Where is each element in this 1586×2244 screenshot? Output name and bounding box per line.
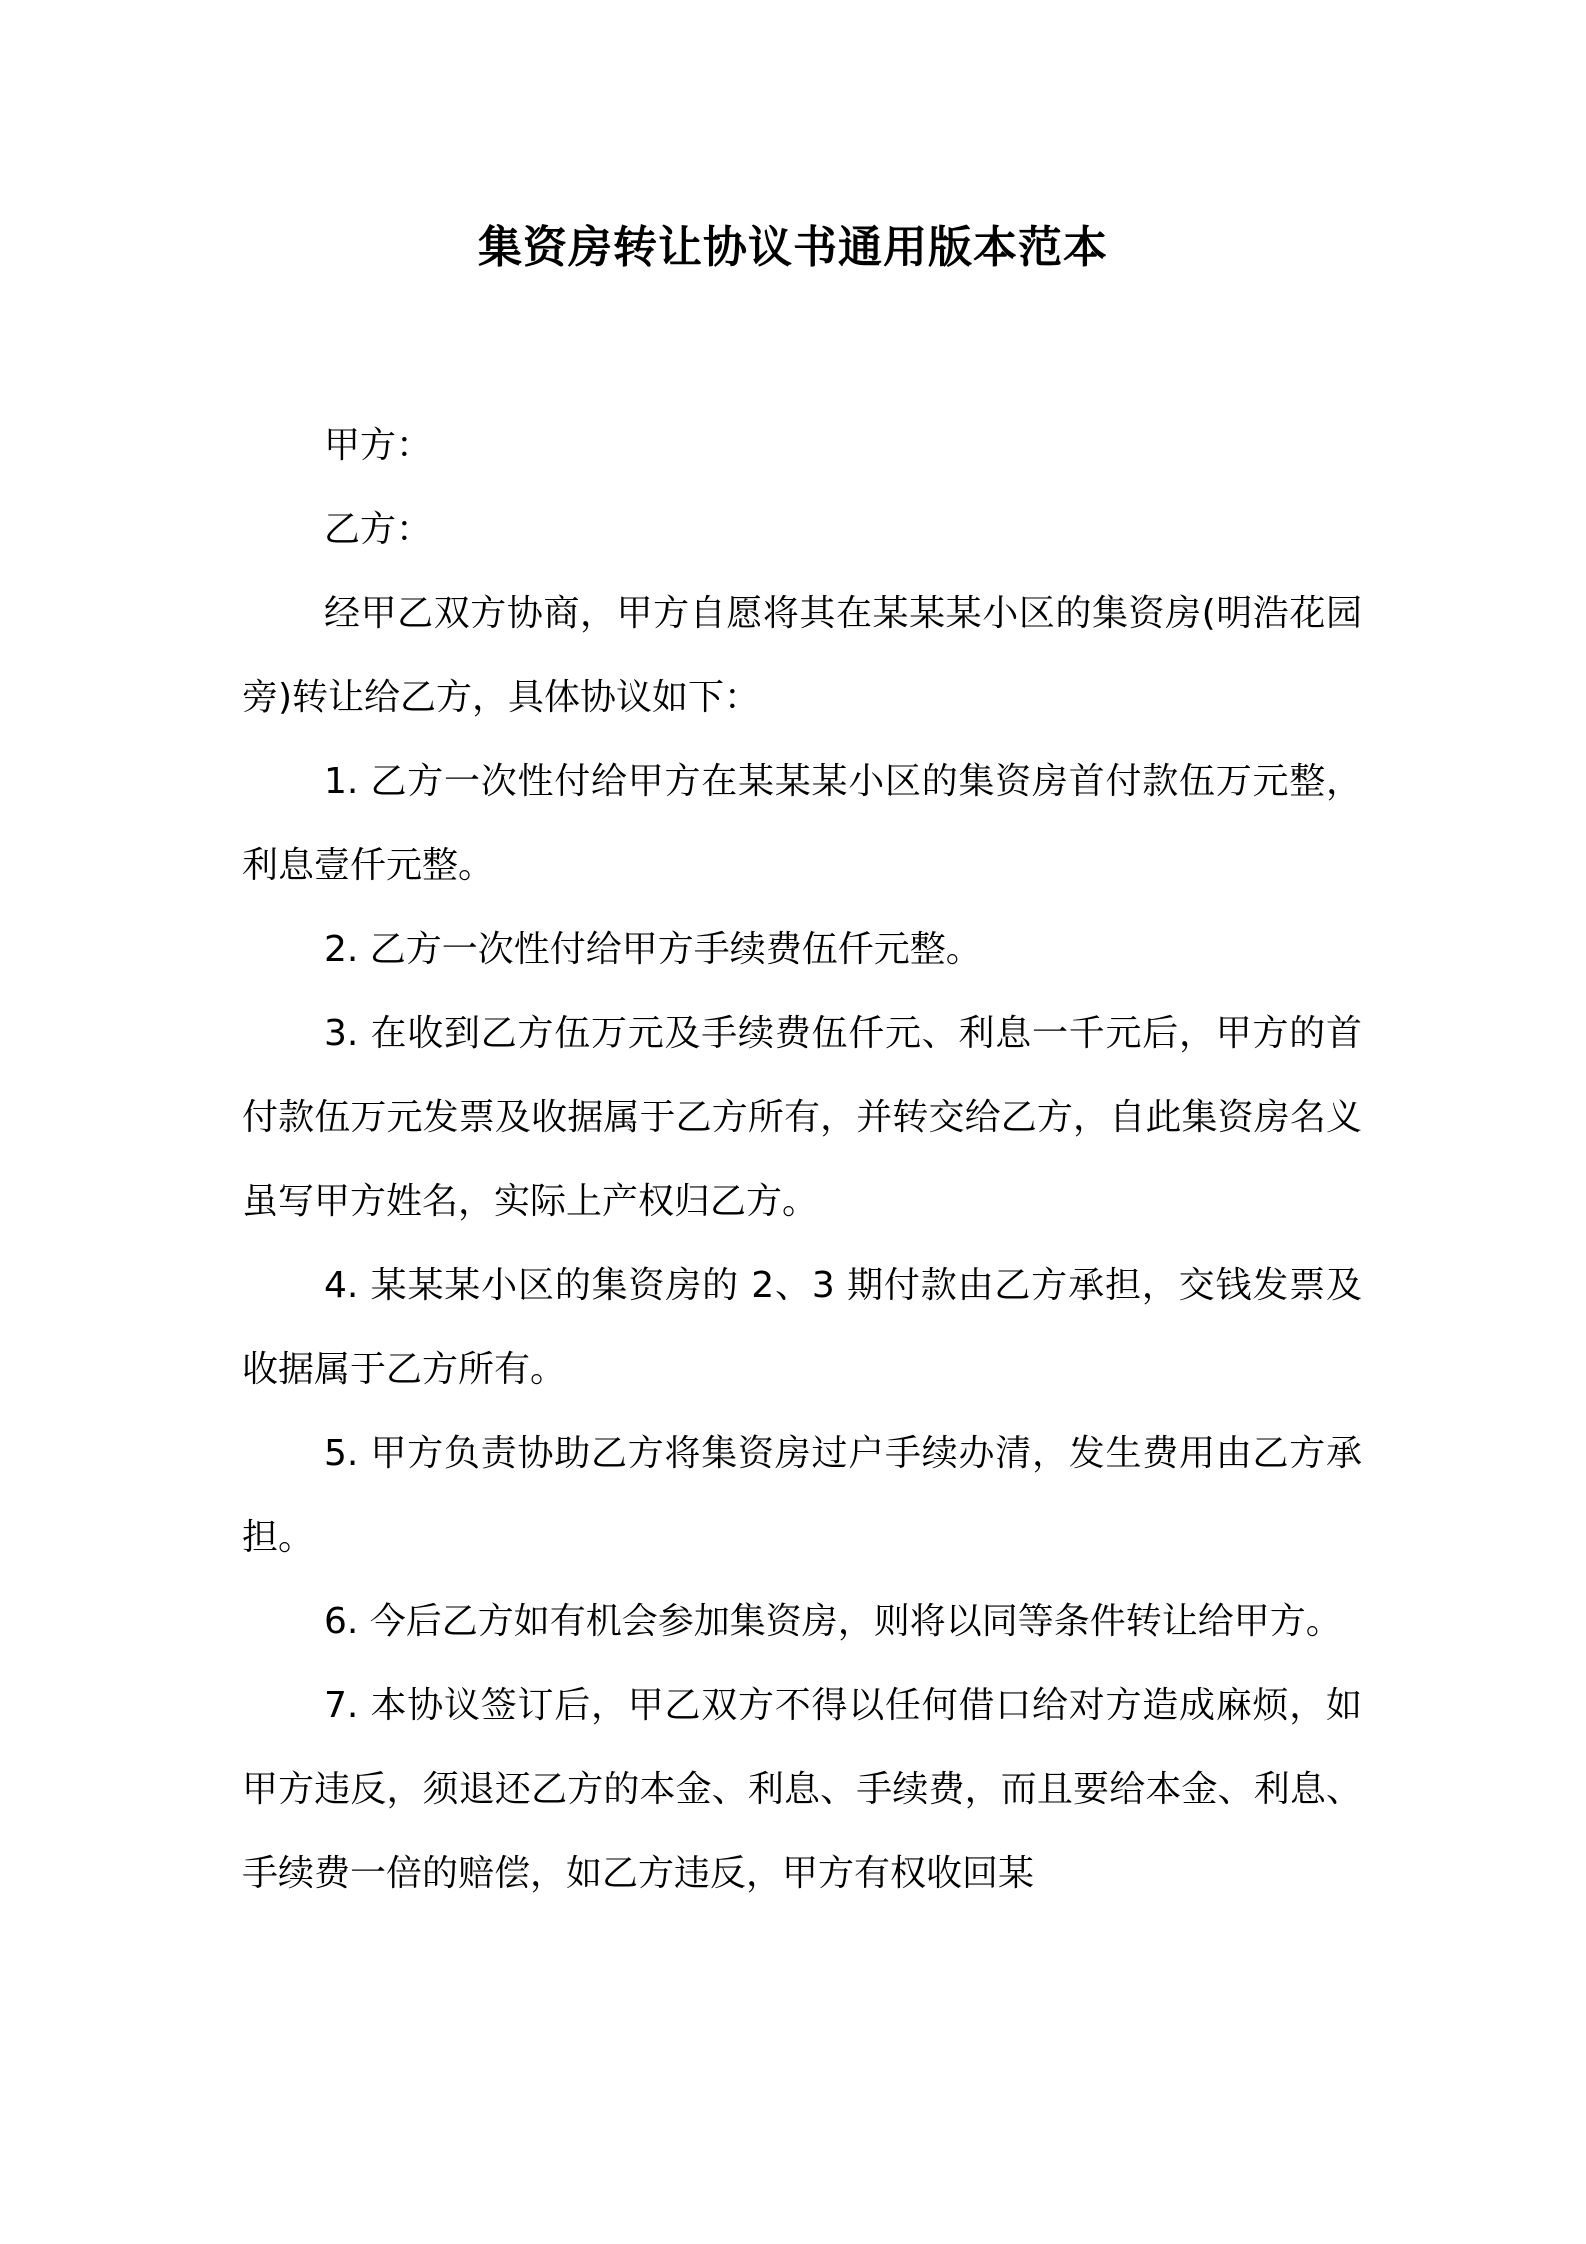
clause-1: 1. 乙方一次性付给甲方在某某某小区的集资房首付款伍万元整，利息壹仟元整。	[242, 761, 1362, 886]
party-a-line: 甲方：	[324, 425, 433, 466]
clause-2: 2. 乙方一次性付给甲方手续费伍仟元整。	[324, 929, 982, 970]
intro-paragraph: 经甲乙双方协商，甲方自愿将其在某某某小区的集资房(明浩花园旁)转让给乙方，具体协议如下：	[242, 593, 1362, 718]
clause-3: 3. 在收到乙方伍万元及手续费伍仟元、利息一千元后，甲方的首付款伍万元发票及收据属于乙方所有，并转交给乙方，自此集资房名义虽写甲方姓名，实际上产权归乙方。	[242, 1013, 1362, 1222]
clause-7: 7. 本协议签订后，甲乙双方不得以任何借口给对方造成麻烦，如甲方违反，须退还乙方的本金、利息、手续费，而且要给本金、利息、手续费一倍的赔偿，如乙方违反，甲方有权收回某	[242, 1685, 1362, 1894]
clause-5: 5. 甲方负责协助乙方将集资房过户手续办清，发生费用由乙方承担。	[242, 1433, 1362, 1558]
party-b-line: 乙方：	[324, 509, 433, 550]
document-body	[242, 404, 1362, 1916]
clause-4: 4. 某某某小区的集资房的 2、3 期付款由乙方承担，交钱发票及收据属于乙方所有。	[242, 1265, 1362, 1390]
clause-6: 6. 今后乙方如有机会参加集资房，则将以同等条件转让给甲方。	[324, 1601, 1342, 1642]
document-title: 集资房转让协议书通用版本范本	[478, 222, 1108, 273]
